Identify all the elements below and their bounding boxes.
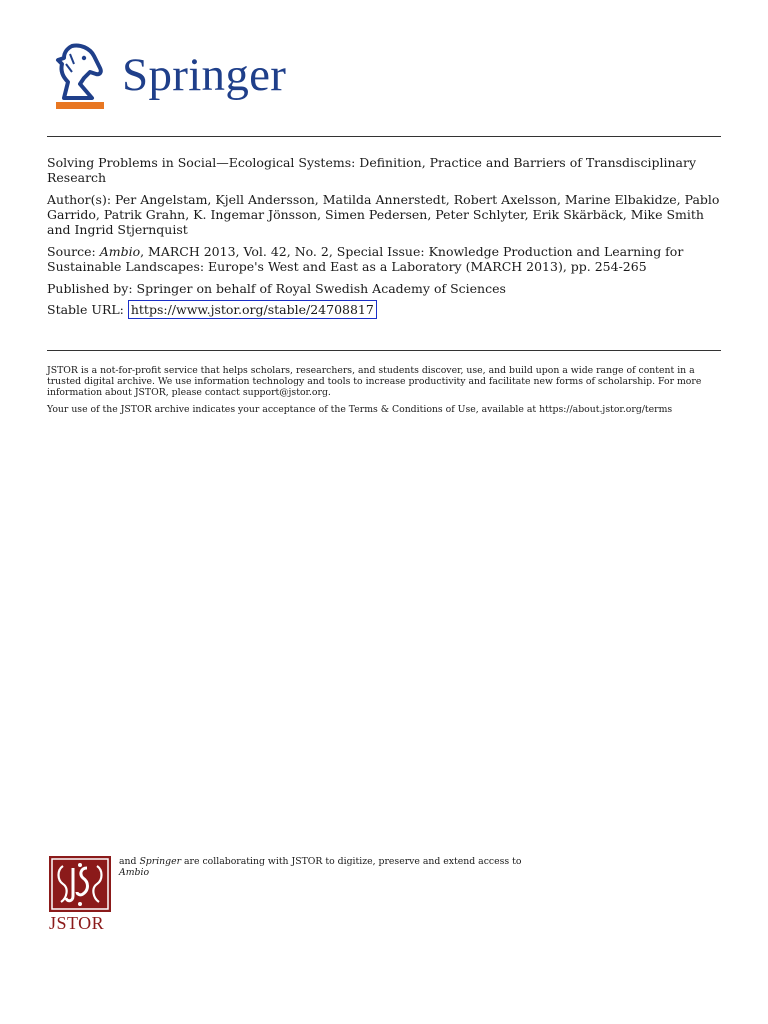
citation-block	[47, 155, 721, 324]
collab-publisher: Springer	[139, 856, 182, 867]
stable-url-link[interactable]: https://www.jstor.org/stable/24708817	[128, 300, 377, 319]
article-authors: Author(s): Per Angelstam, Kjell Andersson, Matilda Annerstedt, Robert Axelsson, Marine Elbakidze, Pablo Garrido, Patrik Grahn, K. Ingemar Jönsson, Simen Pedersen, Peter Schlyter, Erik Skärbäck, Mike Smith and Ingrid Stjernquist	[47, 192, 720, 237]
jstor-notice	[47, 366, 727, 423]
springer-wordmark: Springer	[122, 49, 287, 101]
header-divider	[47, 136, 721, 137]
article-title: Solving Problems in Social—Ecological Systems: Definition, Practice and Barriers of Transdisciplinary Research	[47, 155, 697, 185]
springer-logo	[50, 42, 286, 112]
stable-url-line: Stable URL: https://www.jstor.org/stable/24708817	[47, 302, 721, 317]
collab-journal: Ambio	[119, 866, 150, 878]
jstor-seal-icon	[49, 856, 111, 912]
collaboration-statement: and Springer are collaborating with JSTOR to digitize, preserve and extend access to Ambio	[119, 856, 522, 878]
notice-paragraph-2: Your use of the JSTOR archive indicates your acceptance of the Terms & Conditions of Use, available at https://about.jstor.org/terms	[47, 404, 673, 416]
published-by: Published by: Springer on behalf of Royal Swedish Academy of Sciences	[47, 281, 506, 296]
jstor-logo	[49, 856, 115, 934]
notice-paragraph-1: JSTOR is a not-for-profit service that helps scholars, researchers, and students discover, use, and build upon a wide range of content in a trusted digital archive. We use information technology and tools to increase productivity and facilitate new forms of scholarship. For more information about JSTOR, please contact support@jstor.org.	[47, 365, 702, 398]
article-source: Source: Ambio, MARCH 2013, Vol. 42, No. 2, Special Issue: Knowledge Production and Learning for Sustainable Landscapes: Europe's West and East as a Laboratory (MARCH 2013), pp. 254-265	[47, 244, 684, 274]
source-journal: Ambio	[99, 244, 141, 259]
jstor-wordmark: JSTOR	[49, 913, 105, 933]
section-divider	[47, 350, 721, 351]
knight-horse-icon	[50, 42, 110, 112]
